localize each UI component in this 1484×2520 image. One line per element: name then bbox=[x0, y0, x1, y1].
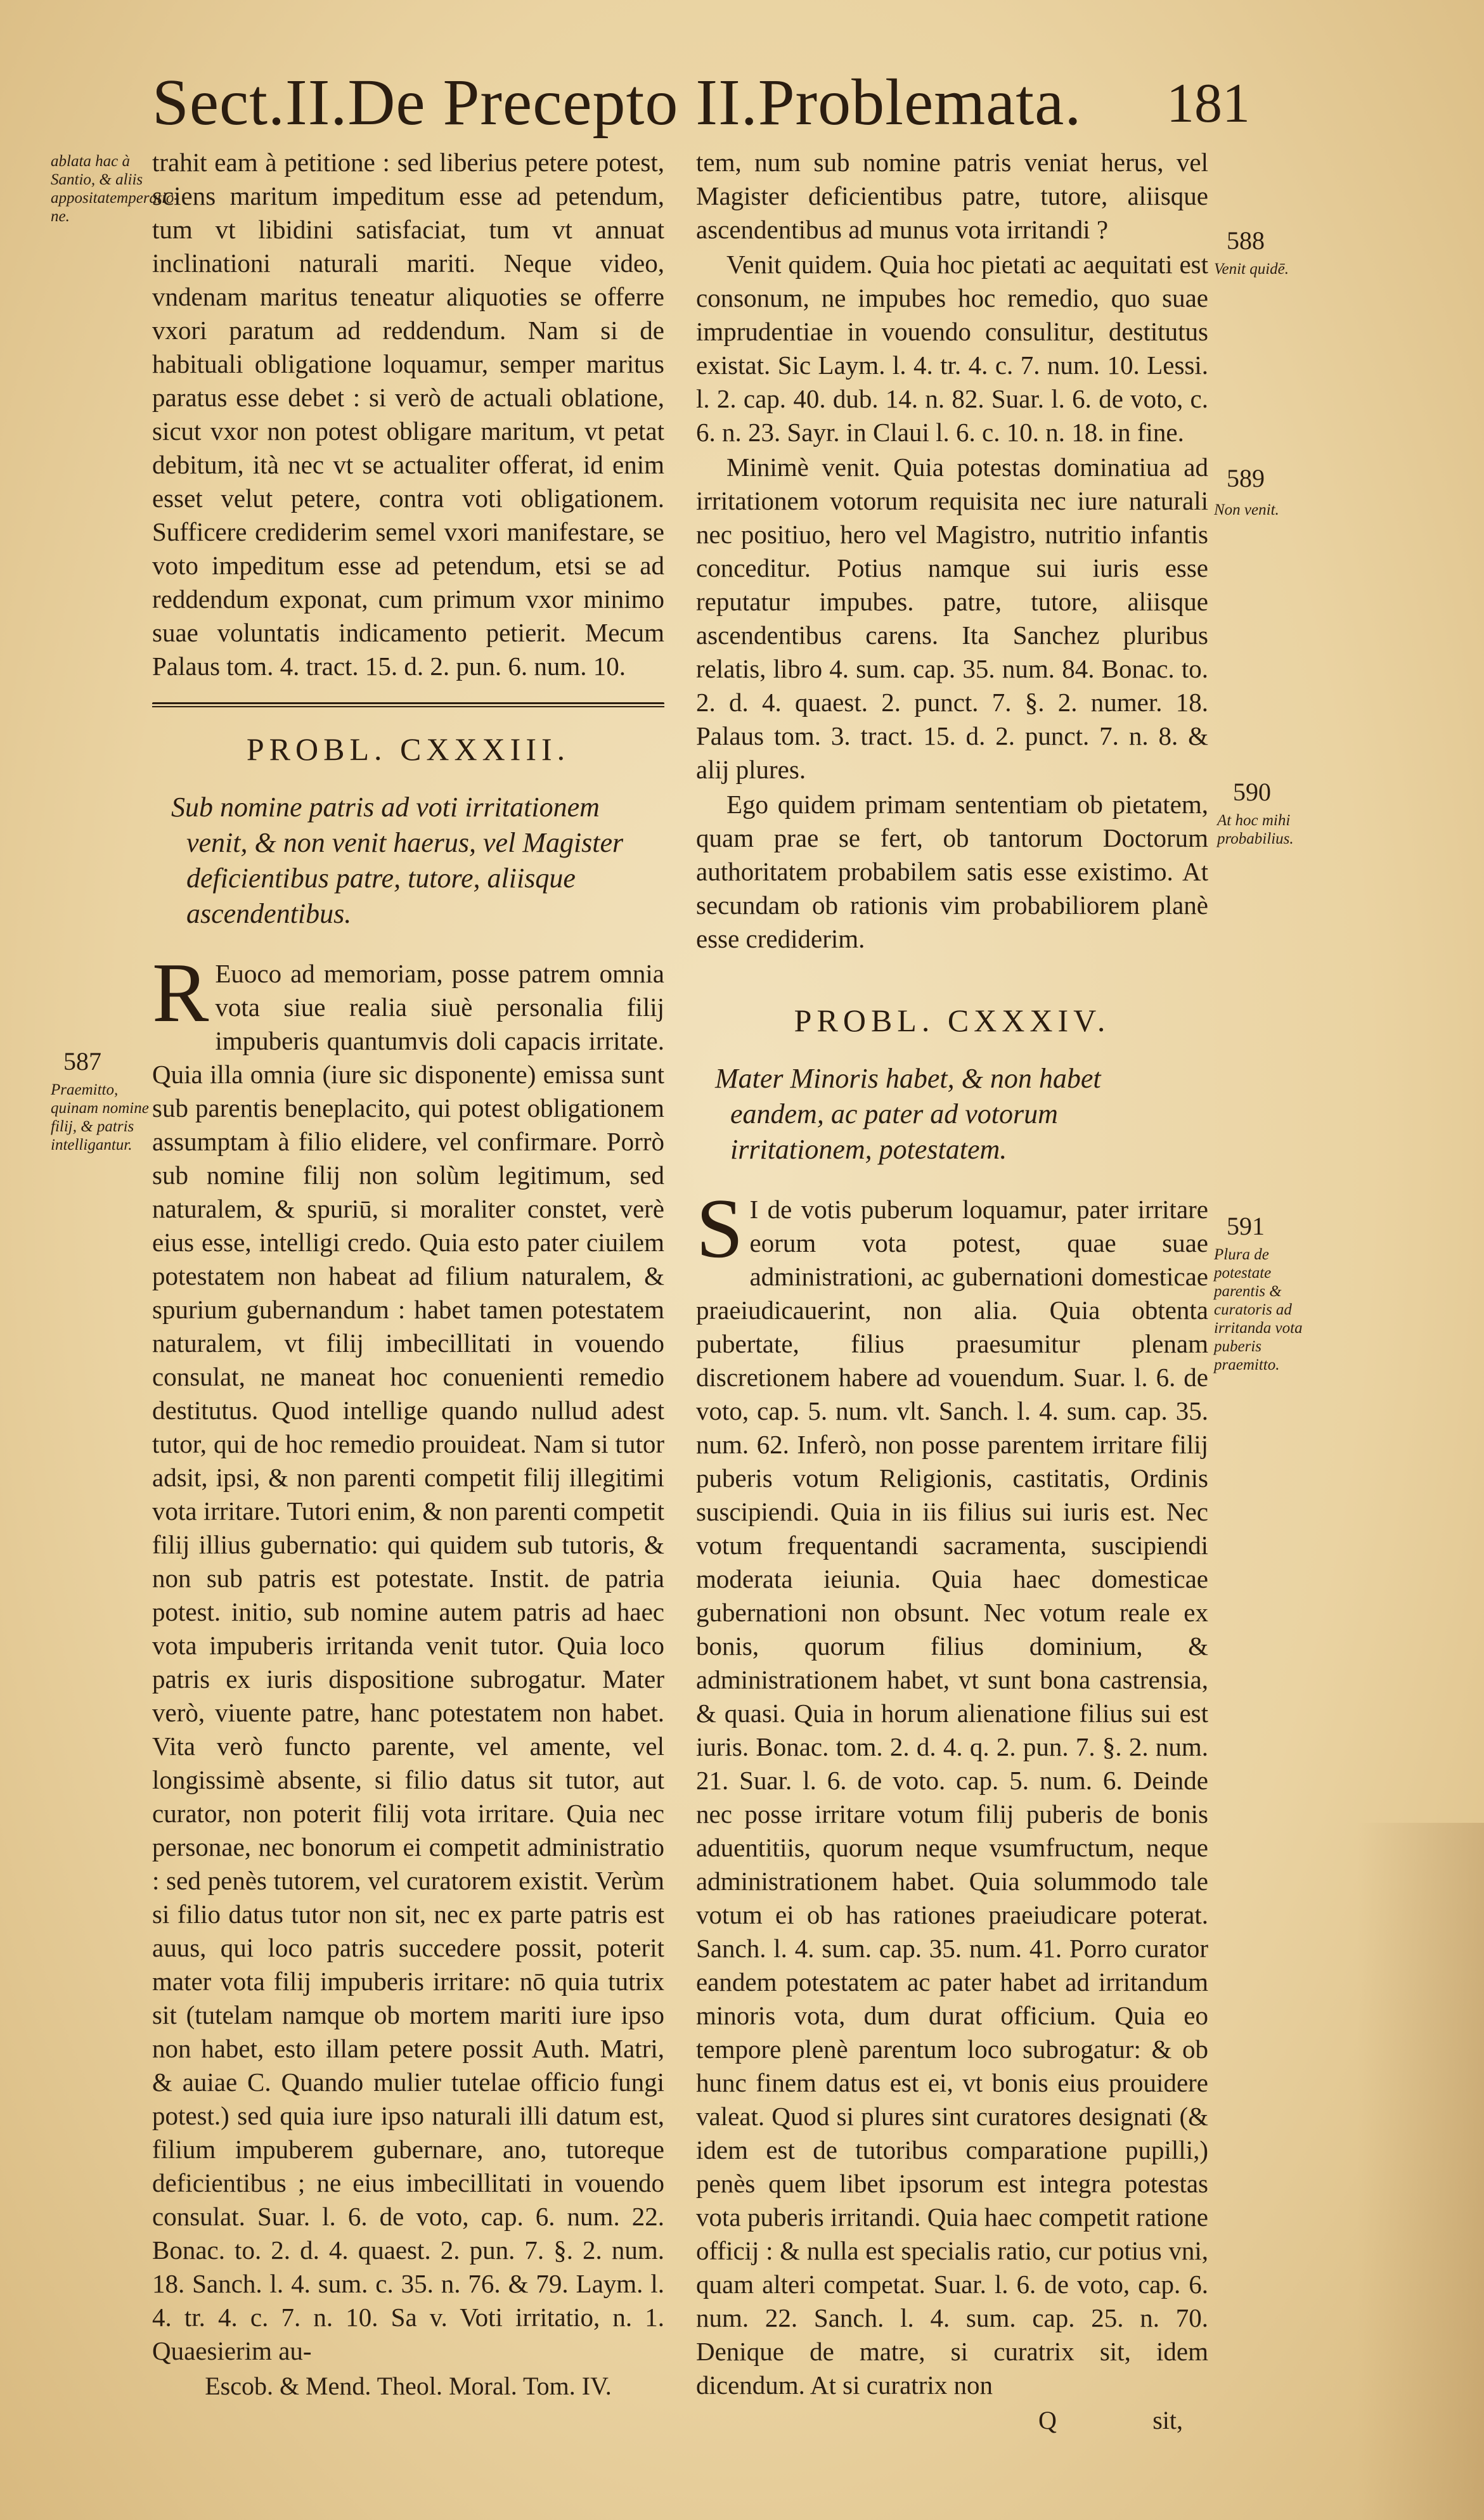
right-paragraph-4: Ego quidem primam sententiam ob pietatem, quam prae se fert, ob tantorum Doctorum authoritatem probabilem satis esse existimo. At secundam ob rationis vim probabiliorem planè esse crediderim. bbox=[696, 790, 1208, 953]
margin-number-587: 587 bbox=[63, 1047, 101, 1076]
margin-number-591: 591 bbox=[1227, 1212, 1265, 1240]
left-paragraph-1: trahit eam à petitione : sed liberius petere potest, sciens maritum impeditum esse ad petendum, tum vt libidini satisfaciat, tum vt annuat inclinationi naturali mariti. Neque video, vndenam maritus teneatur aliquoties se offerre vxori paratum ad reddendum. Nam si de habituali obligatione loquamur, semper maritus paratus esse debet : si verò de actuali oblatione, sicut vxor non potest obligare maritum, vt petat debitum, ità nec vt se actualiter offerat, id enim esset velut petere, contra voti obligationem. Sufficere crediderim semel vxori manifestare, se voto impeditum esse ad petendum, etsi se ad reddendum exponat, cum primum vxor minimo suae voluntatis indicamento petierit. Mecum Palaus tom. 4. tract. 15. d. 2. pun. 6. num. 10. bbox=[152, 148, 664, 681]
margin-note-588: Venit quidē. bbox=[1214, 260, 1289, 278]
right-paragraph-2: Venit quidem. Quia hoc pietati ac aequitati est consonum, ne impubes hoc remedio, quo suae imprudentiae in vouendo consulitur, destitutus existat. Sic Laym. l. 4. tr. 4. c. 7. num. 10. Lessi. l. 2. cap. 40. dub. 14. n. 82. Suar. l. 6. de voto, c. 6. n. 23. Sayr. in Claui l. 6. c. 10. n. 18. in fine. bbox=[696, 250, 1208, 447]
footer-signature-line: Escob. & Mend. Theol. Moral. Tom. IV. bbox=[205, 2372, 612, 2400]
problem-summary-134: Mater Minoris habet, & non habet eandem, ac pater ad votorum irritationem, potestatem. bbox=[715, 1063, 1101, 1165]
drop-initial-r: R bbox=[152, 946, 209, 1039]
margin-note-591: Plura de potestate parentis & curatoris ad irritanda vota puberis praemitto. bbox=[1214, 1246, 1303, 1373]
right-paragraph-5: I de votis puberum loquamur, pater irritare eorum vota potest, quae suae administrationi, ac gubernationi domesticae praeiudicauerint, non alia. Quia obtenta pubertate, filius praesumitur plenam discretionem habere ad vouendum. Suar. l. 6. de voto, cap. 5. num. vlt. Sanch. l. 4. sum. cap. 35. num. 62. Inferò, non posse parentem irritare filij puberis votum Religionis, castitatis, Ordinis suscipiendi. Quia in iis filius sui iuris est. Nec votum frequentandi sacramenta, suscipiendi moderata ieiunia. Quia haec domesticae gubernationi non obsunt. Nec votum reale ex bonis, quorum filius dominium, & administrationem habet, vt sunt bona castrensia, & quasi. Quia in horum alienatione filius sui est iuris. Bonac. tom. 2. d. 4. q. 2. pun. 7. §. 2. num. 21. Suar. l. 6. de voto. cap. 5. num. 6. Deinde nec posse irritare votum filij puberis de bonis aduentitiis, quorum neque vsumfructum, neque administrationem habet. Quia solummodo tale votum ei ob has rationes praeiudicare poterat. Sanch. l. 4. sum. cap. 35. num. 41. Porro curator eandem potestatem ac pater habet ad irritandum minoris vota, dum durat officium. Quia eo tempore plenè parentum loco subrogatur: & ob hunc finem datus est ei, vt bonis eius prouidere valeat. Quod si plures sint curatores designati (& idem est de tutoribus comparatione pupilli,) penès quem libet ipsorum est integra potestas vota puberis irritandi. Quia haec competit ratione officij : & nulla est specialis ratio, cur potius vni, quam alteri competat. Suar. l. 6. de voto, cap. 6. num. 22. Sanch. l. 4. sum. cap. 25. n. 70. Denique de matre, si curatrix sit, idem dicendum. At si curatrix non bbox=[696, 1195, 1208, 2400]
margin-note-587: Praemitto, quinam nomine filij, & patris intelligantur. bbox=[51, 1081, 149, 1154]
right-column bbox=[696, 146, 1208, 2437]
page-stain bbox=[1357, 1823, 1484, 2520]
drop-initial-s: S bbox=[696, 1181, 744, 1275]
problem-summary-133: Sub nomine patris ad voti irritationem venit, & non venit haerus, vel Magister deficientibus patre, tutore, aliisque ascendentibus. bbox=[171, 792, 624, 929]
margin-note-590: At hoc mihi probabilius. bbox=[1217, 812, 1294, 847]
signature-row bbox=[696, 2403, 1208, 2437]
margin-note-top: ablata hac à Santio, & aliis appositatemperatio-ne. bbox=[51, 153, 179, 225]
right-paragraph-1: tem, num sub nomine patris veniat herus, vel Magister deficientibus patre, tutore, aliisque ascendentibus ad munus vota irritandi ? bbox=[696, 148, 1208, 244]
section-rule bbox=[152, 702, 664, 709]
margin-number-588: 588 bbox=[1227, 226, 1265, 255]
margin-number-589: 589 bbox=[1227, 464, 1265, 492]
right-paragraph-3: Minimè venit. Quia potestas dominatiua ad irritationem votorum requisita nec iure naturali nec positiuo, hero vel Magistro, nutritio infantis conceditur. Potius namque sui iuris esse reputatur impubes. patre, tutore, aliisque ascendentibus carens. Ita Sanchez pluribus relatis, libro 4. sum. cap. 35. num. 84. Bonac. to. 2. d. 4. quaest. 2. punct. 7. §. 2. numer. 18. Palaus tom. 3. tract. 15. d. 2. punct. 7. n. 8. & alij plures. bbox=[696, 453, 1208, 784]
catchword: sit, bbox=[1152, 2406, 1183, 2434]
margin-number-590: 590 bbox=[1233, 778, 1271, 806]
margin-note-589: Non venit. bbox=[1214, 501, 1279, 518]
left-paragraph-2: Euoco ad memoriam, posse patrem omnia vota siue realia siuè personalia filij impuberis quantumvis doli capacis irritate. Quia illa omnia (iure sic disponente) emissa sunt sub parentis beneplacito, qui potest obligationem assumptam à filio elidere, vel confirmare. Porrò sub nomine filij non solùm legitimum, sed naturalem, & spuriū, si moraliter constet, verè eius esse, intelligi credo. Quia esto pater ciuilem potestatem non habeat ad filium naturalem, & spurium gubernandum : habet tamen potestatem naturalem, vt filij imbecillitati in vouendo consulat, ne maneat hoc conuenienti remedio destitutus. Quod intellige quando nullud adest tutor, qui de hoc remedio prouideat. Nam si tutor adsit, ipsi, & non parenti competit filij illegitimi vota irritare. Tutori enim, & non parenti competit filij illius gubernatio: qui quidem sub tutoris, & non sub patris est potestate. Instit. de patria potest. initio, sub nomine autem patris ad haec vota impuberis irritanda venit tutor. Quia loco patris ex iuris dispositione subrogatur. Mater verò, viuente patre, hanc potestatem non habet. Vita verò functo parente, vel amente, vel longissimè absente, si filio datus sit tutor, aut curator, non poterit filij vota irritare. Quia nec personae, nec bonorum ei competit administratio : sed penès tutorem, vel curatorem existit. Verùm si filio datus tutor non sit, nec ex parte patris est auus, qui loco patris succedere possit, poterit mater vota filij impuberis irritare: nō quia tutrix sit (tutelam namque ob mortem mariti iure ipso non habet, esto illam petere possit Auth. Matri, & auiae C. Quando mulier tutelae officio fungi potest.) sed quia iure ipso naturali illi datum est, filium impuberem gubernare, ano, tutoreque deficientibus ; ne eius imbecillitati in vouendo consulat. Suar. l. 6. de voto, cap. 6. num. 22. Bonac. to. 2. d. 4. quaest. 2. pun. 7. §. 2. num. 18. Sanch. l. 4. sum. c. 35. n. 76. & 79. Laym. l. 4. tr. 4. c. 7. n. 10. Sa v. Voti irritatio, n. 1. Quaesierim au- bbox=[152, 959, 664, 2365]
signature-mark: Q bbox=[1038, 2406, 1057, 2434]
left-column bbox=[152, 146, 664, 2403]
running-head: Sect.II.De Precepto II.Problemata. bbox=[152, 66, 1082, 139]
page-number: 181 bbox=[1166, 73, 1250, 134]
problem-heading-134: PROBL. CXXXIV. bbox=[794, 1003, 1111, 1038]
problem-heading-133: PROBL. CXXXIII. bbox=[246, 731, 571, 767]
